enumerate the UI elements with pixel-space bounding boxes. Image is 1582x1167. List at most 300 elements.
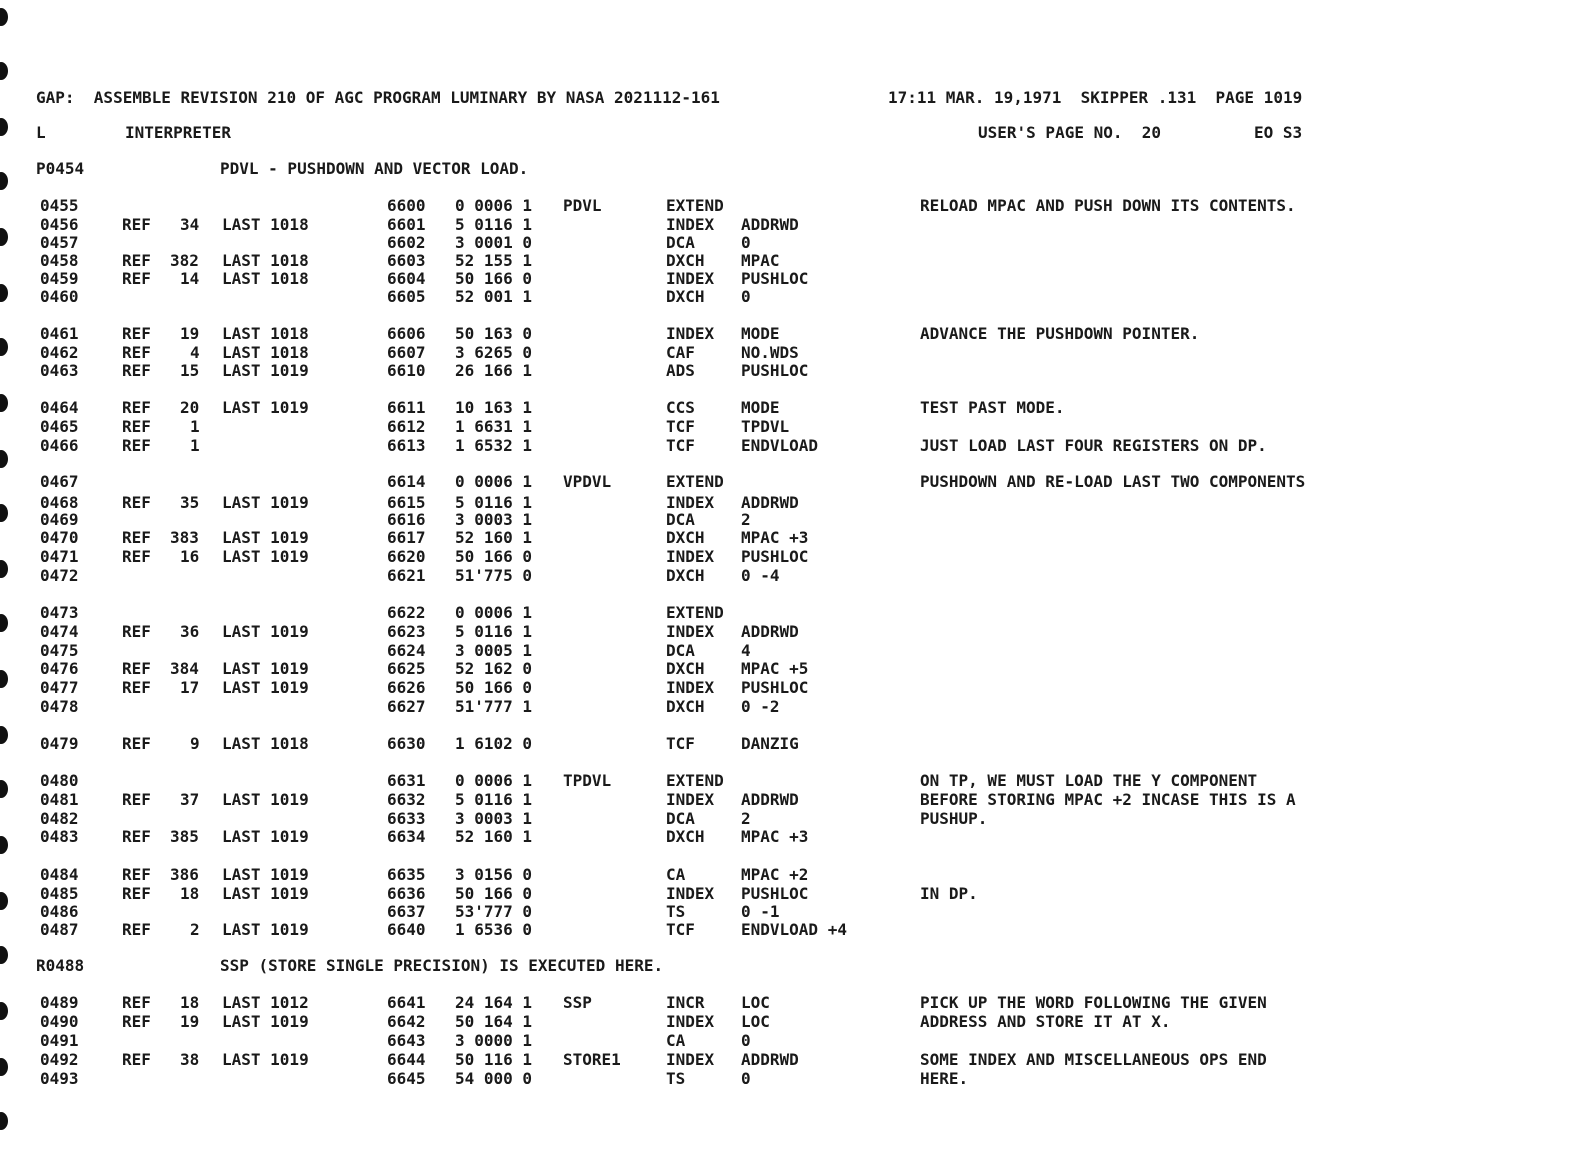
octal-code: 26 166 1 xyxy=(455,361,533,380)
ref-tag: REF xyxy=(122,324,151,343)
ref-tag: REF xyxy=(122,547,151,566)
ref-tag: REF xyxy=(122,865,151,884)
operand: 0 -4 xyxy=(741,566,780,585)
octal-code: 1 6102 0 xyxy=(455,734,533,753)
operand: PUSHLOC xyxy=(741,547,809,566)
ref-tag: REF xyxy=(122,659,151,678)
line-number: 0491 xyxy=(40,1031,79,1050)
operand: MODE xyxy=(741,324,780,343)
address: 6603 xyxy=(387,251,426,270)
octal-code: 50 163 0 xyxy=(455,324,533,343)
operand: ADDRWD xyxy=(741,622,799,641)
opcode: INCR xyxy=(666,993,705,1012)
line-number: 0471 xyxy=(40,547,79,566)
line-number: 0467 xyxy=(40,472,79,491)
octal-code: 53'777 0 xyxy=(455,902,533,921)
octal-code: 50 166 0 xyxy=(455,678,533,697)
punch-hole xyxy=(0,118,8,136)
line-number: 0457 xyxy=(40,233,79,252)
opcode: TCF xyxy=(666,734,695,753)
line-number: 0477 xyxy=(40,678,79,697)
address: 6632 xyxy=(387,790,426,809)
opcode: INDEX xyxy=(666,215,715,234)
operand: 0 -2 xyxy=(741,697,780,716)
octal-code: 0 0006 1 xyxy=(455,603,533,622)
octal-code: 3 0003 1 xyxy=(455,510,533,529)
line-number: 0490 xyxy=(40,1012,79,1031)
address: 6633 xyxy=(387,809,426,828)
operand: 0 -1 xyxy=(741,902,780,921)
octal-code: 52 160 1 xyxy=(455,827,533,846)
line-number: 0492 xyxy=(40,1050,79,1069)
line-number: 0455 xyxy=(40,196,79,215)
punch-hole xyxy=(0,62,8,80)
punch-hole xyxy=(0,450,8,468)
ref-tag: REF xyxy=(122,417,151,436)
operand: ADDRWD xyxy=(741,493,799,512)
operand: MPAC +3 xyxy=(741,528,809,547)
ref-tag: REF xyxy=(122,734,151,753)
octal-code: 3 0005 1 xyxy=(455,641,533,660)
last-ref: LAST 1019 xyxy=(222,493,309,512)
line-number: 0473 xyxy=(40,603,79,622)
operand: 4 xyxy=(741,641,751,660)
opcode: DCA xyxy=(666,641,695,660)
comment: PICK UP THE WORD FOLLOWING THE GIVEN xyxy=(920,993,1267,1012)
line-number: 0493 xyxy=(40,1069,79,1088)
opcode: CA xyxy=(666,1031,686,1050)
address: 6616 xyxy=(387,510,426,529)
punch-hole xyxy=(0,394,8,412)
ref-count: 17 xyxy=(180,678,200,697)
punch-hole xyxy=(0,284,8,302)
ref-tag: REF xyxy=(122,343,151,362)
ref-tag: REF xyxy=(122,215,151,234)
operand: PUSHLOC xyxy=(741,269,809,288)
octal-code: 52 001 1 xyxy=(455,287,533,306)
ref-tag: REF xyxy=(122,1050,151,1069)
last-ref: LAST 1019 xyxy=(222,1050,309,1069)
header-code: EO S3 xyxy=(1254,123,1303,142)
line-number: 0476 xyxy=(40,659,79,678)
ref-tag: REF xyxy=(122,493,151,512)
address: 6604 xyxy=(387,269,426,288)
address: 6626 xyxy=(387,678,426,697)
punch-hole xyxy=(0,726,8,744)
address: 6643 xyxy=(387,1031,426,1050)
last-ref: LAST 1018 xyxy=(222,324,309,343)
address: 6637 xyxy=(387,902,426,921)
operand: LOC xyxy=(741,993,770,1012)
address: 6642 xyxy=(387,1012,426,1031)
opcode: TCF xyxy=(666,417,695,436)
last-ref: LAST 1019 xyxy=(222,361,309,380)
octal-code: 54 000 0 xyxy=(455,1069,533,1088)
opcode: INDEX xyxy=(666,493,715,512)
address: 6617 xyxy=(387,528,426,547)
ref-count: 4 xyxy=(190,343,200,362)
punch-hole xyxy=(0,560,8,578)
opcode: TCF xyxy=(666,436,695,455)
address: 6605 xyxy=(387,287,426,306)
line-number: 0459 xyxy=(40,269,79,288)
address: 6640 xyxy=(387,920,426,939)
punch-hole xyxy=(0,172,8,190)
octal-code: 10 163 1 xyxy=(455,398,533,417)
octal-code: 52 160 1 xyxy=(455,528,533,547)
listing-type: L xyxy=(36,123,46,142)
ref-count: 19 xyxy=(180,1012,200,1031)
line-number: 0462 xyxy=(40,343,79,362)
address: 6634 xyxy=(387,827,426,846)
octal-code: 3 0001 0 xyxy=(455,233,533,252)
opcode: CCS xyxy=(666,398,695,417)
address: 6601 xyxy=(387,215,426,234)
opcode: INDEX xyxy=(666,269,715,288)
opcode: DXCH xyxy=(666,827,705,846)
comment: BEFORE STORING MPAC +2 INCASE THIS IS A xyxy=(920,790,1296,809)
line-number: 0463 xyxy=(40,361,79,380)
octal-code: 5 0116 1 xyxy=(455,215,533,234)
line-number: 0478 xyxy=(40,697,79,716)
comment: TEST PAST MODE. xyxy=(920,398,1065,417)
line-number: 0484 xyxy=(40,865,79,884)
last-ref: LAST 1019 xyxy=(222,790,309,809)
address: 6615 xyxy=(387,493,426,512)
ref-tag: REF xyxy=(122,884,151,903)
comment: IN DP. xyxy=(920,884,978,903)
address: 6645 xyxy=(387,1069,426,1088)
operand: 0 xyxy=(741,1031,751,1050)
ref-count: 15 xyxy=(180,361,200,380)
ref-count: 35 xyxy=(180,493,200,512)
octal-code: 51'777 1 xyxy=(455,697,533,716)
opcode: INDEX xyxy=(666,1012,715,1031)
octal-code: 51'775 0 xyxy=(455,566,533,585)
opcode: DCA xyxy=(666,233,695,252)
ref-tag: REF xyxy=(122,827,151,846)
ref-count: 37 xyxy=(180,790,200,809)
operand: PUSHLOC xyxy=(741,361,809,380)
address: 6625 xyxy=(387,659,426,678)
last-ref: LAST 1019 xyxy=(222,827,309,846)
punch-hole xyxy=(0,780,8,798)
operand: ADDRWD xyxy=(741,790,799,809)
line-number: 0486 xyxy=(40,902,79,921)
label: PDVL xyxy=(563,196,602,215)
opcode: EXTEND xyxy=(666,603,724,622)
opcode: DXCH xyxy=(666,697,705,716)
address: 6644 xyxy=(387,1050,426,1069)
address: 6614 xyxy=(387,472,426,491)
operand: DANZIG xyxy=(741,734,799,753)
ref-count: 20 xyxy=(180,398,200,417)
last-ref: LAST 1012 xyxy=(222,993,309,1012)
opcode: INDEX xyxy=(666,1050,715,1069)
ref-count: 18 xyxy=(180,884,200,903)
address: 6621 xyxy=(387,566,426,585)
line-number: 0482 xyxy=(40,809,79,828)
comment: ADVANCE THE PUSHDOWN POINTER. xyxy=(920,324,1200,343)
opcode: CA xyxy=(666,865,686,884)
section-heading: PDVL - PUSHDOWN AND VECTOR LOAD. xyxy=(220,159,529,178)
address: 6607 xyxy=(387,343,426,362)
operand: MODE xyxy=(741,398,780,417)
line-number: 0469 xyxy=(40,510,79,529)
comment: RELOAD MPAC AND PUSH DOWN ITS CONTENTS. xyxy=(920,196,1296,215)
last-ref: LAST 1019 xyxy=(222,678,309,697)
octal-code: 3 0000 1 xyxy=(455,1031,533,1050)
punch-hole xyxy=(0,670,8,688)
ref-count: 16 xyxy=(180,547,200,566)
opcode: INDEX xyxy=(666,547,715,566)
ref-count: 38 xyxy=(180,1050,200,1069)
ref-tag: REF xyxy=(122,436,151,455)
ref-count: 386 xyxy=(170,865,199,884)
address: 6600 xyxy=(387,196,426,215)
punch-hole xyxy=(0,1058,8,1076)
line-number: 0481 xyxy=(40,790,79,809)
punch-hole xyxy=(0,228,8,246)
operand: PUSHLOC xyxy=(741,884,809,903)
octal-code: 24 164 1 xyxy=(455,993,533,1012)
line-number: 0483 xyxy=(40,827,79,846)
ref-tag: REF xyxy=(122,269,151,288)
address: 6636 xyxy=(387,884,426,903)
octal-code: 5 0116 1 xyxy=(455,622,533,641)
octal-code: 5 0116 1 xyxy=(455,493,533,512)
opcode: DXCH xyxy=(666,528,705,547)
label: TPDVL xyxy=(563,771,612,790)
operand: ENDVLOAD xyxy=(741,436,819,455)
octal-code: 1 6631 1 xyxy=(455,417,533,436)
octal-code: 50 164 1 xyxy=(455,1012,533,1031)
ref-count: 19 xyxy=(180,324,200,343)
last-ref: LAST 1019 xyxy=(222,920,309,939)
comment: SOME INDEX AND MISCELLANEOUS OPS END xyxy=(920,1050,1267,1069)
line-number: 0475 xyxy=(40,641,79,660)
ref-count: 2 xyxy=(190,920,200,939)
punch-hole xyxy=(0,8,8,26)
comment: PUSHDOWN AND RE-LOAD LAST TWO COMPONENTS xyxy=(920,472,1306,491)
line-number: 0485 xyxy=(40,884,79,903)
octal-code: 1 6532 1 xyxy=(455,436,533,455)
punch-hole xyxy=(0,504,8,522)
ref-tag: REF xyxy=(122,398,151,417)
timestamp-page: 17:11 MAR. 19,1971 SKIPPER .131 PAGE 1019 xyxy=(888,88,1303,107)
label: VPDVL xyxy=(563,472,612,491)
line-number: 0461 xyxy=(40,324,79,343)
opcode: DXCH xyxy=(666,287,705,306)
last-ref: LAST 1018 xyxy=(222,343,309,362)
operand: ENDVLOAD +4 xyxy=(741,920,847,939)
line-number: 0458 xyxy=(40,251,79,270)
ref-tag: REF xyxy=(122,528,151,547)
address: 6606 xyxy=(387,324,426,343)
comment: ON TP, WE MUST LOAD THE Y COMPONENT xyxy=(920,771,1258,790)
opcode: DXCH xyxy=(666,566,705,585)
ref-tag: REF xyxy=(122,920,151,939)
operand: 0 xyxy=(741,1069,751,1088)
opcode: INDEX xyxy=(666,324,715,343)
last-ref: LAST 1019 xyxy=(222,659,309,678)
address: 6641 xyxy=(387,993,426,1012)
section-title: INTERPRETER xyxy=(125,123,231,142)
last-ref: LAST 1019 xyxy=(222,528,309,547)
punch-hole xyxy=(0,614,8,632)
opcode: TS xyxy=(666,1069,686,1088)
comment: ADDRESS AND STORE IT AT X. xyxy=(920,1012,1171,1031)
last-ref: LAST 1018 xyxy=(222,215,309,234)
line-number: 0474 xyxy=(40,622,79,641)
ref-count: 383 xyxy=(170,528,199,547)
line-number: 0470 xyxy=(40,528,79,547)
address: 6624 xyxy=(387,641,426,660)
label: STORE1 xyxy=(563,1050,621,1069)
ref-count: 34 xyxy=(180,215,200,234)
operand: PUSHLOC xyxy=(741,678,809,697)
operand: MPAC +2 xyxy=(741,865,809,884)
line-number: 0460 xyxy=(40,287,79,306)
ref-count: 384 xyxy=(170,659,199,678)
assembly-title: GAP: ASSEMBLE REVISION 210 OF AGC PROGRAM LUMINARY BY NASA 2021112-161 xyxy=(36,88,720,107)
address: 6631 xyxy=(387,771,426,790)
last-ref: LAST 1019 xyxy=(222,865,309,884)
line-number: 0480 xyxy=(40,771,79,790)
address: 6613 xyxy=(387,436,426,455)
ref-count: 385 xyxy=(170,827,199,846)
ref-count: 382 xyxy=(170,251,199,270)
users-page-no: USER'S PAGE NO. 20 xyxy=(978,123,1162,142)
ref-tag: REF xyxy=(122,251,151,270)
opcode: DXCH xyxy=(666,659,705,678)
opcode: INDEX xyxy=(666,790,715,809)
octal-code: 50 116 1 xyxy=(455,1050,533,1069)
octal-code: 50 166 0 xyxy=(455,269,533,288)
operand: LOC xyxy=(741,1012,770,1031)
last-ref: LAST 1019 xyxy=(222,622,309,641)
line-number: 0464 xyxy=(40,398,79,417)
address: 6612 xyxy=(387,417,426,436)
punch-hole xyxy=(0,892,8,910)
opcode: TCF xyxy=(666,920,695,939)
ref-count: 18 xyxy=(180,993,200,1012)
comment: HERE. xyxy=(920,1069,969,1088)
line-number: 0456 xyxy=(40,215,79,234)
punch-hole xyxy=(0,836,8,854)
octal-code: 50 166 0 xyxy=(455,547,533,566)
operand: MPAC +3 xyxy=(741,827,809,846)
ref-count: 1 xyxy=(190,417,200,436)
line-number: 0479 xyxy=(40,734,79,753)
address: 6611 xyxy=(387,398,426,417)
operand: MPAC xyxy=(741,251,780,270)
comment: JUST LOAD LAST FOUR REGISTERS ON DP. xyxy=(920,436,1267,455)
octal-code: 0 0006 1 xyxy=(455,771,533,790)
ref-count: 1 xyxy=(190,436,200,455)
opcode: INDEX xyxy=(666,884,715,903)
punch-hole xyxy=(0,1112,8,1130)
address: 6630 xyxy=(387,734,426,753)
operand: ADDRWD xyxy=(741,215,799,234)
section-heading: SSP (STORE SINGLE PRECISION) IS EXECUTED HERE. xyxy=(220,956,664,975)
line-number: P0454 xyxy=(36,159,85,178)
line-number: 0465 xyxy=(40,417,79,436)
ref-tag: REF xyxy=(122,1012,151,1031)
opcode: EXTEND xyxy=(666,196,724,215)
opcode: DXCH xyxy=(666,251,705,270)
octal-code: 1 6536 0 xyxy=(455,920,533,939)
line-number: 0472 xyxy=(40,566,79,585)
line-number: 0487 xyxy=(40,920,79,939)
opcode: CAF xyxy=(666,343,695,362)
operand: TPDVL xyxy=(741,417,790,436)
address: 6610 xyxy=(387,361,426,380)
operand: 2 xyxy=(741,809,751,828)
opcode: INDEX xyxy=(666,678,715,697)
octal-code: 3 6265 0 xyxy=(455,343,533,362)
octal-code: 0 0006 1 xyxy=(455,196,533,215)
opcode: ADS xyxy=(666,361,695,380)
ref-count: 14 xyxy=(180,269,200,288)
octal-code: 5 0116 1 xyxy=(455,790,533,809)
operand: 0 xyxy=(741,233,751,252)
punch-hole xyxy=(0,946,8,964)
punch-hole xyxy=(0,1002,8,1020)
line-number: 0489 xyxy=(40,993,79,1012)
operand: 0 xyxy=(741,287,751,306)
ref-tag: REF xyxy=(122,678,151,697)
opcode: EXTEND xyxy=(666,472,724,491)
octal-code: 52 162 0 xyxy=(455,659,533,678)
address: 6602 xyxy=(387,233,426,252)
opcode: INDEX xyxy=(666,622,715,641)
octal-code: 52 155 1 xyxy=(455,251,533,270)
opcode: DCA xyxy=(666,809,695,828)
opcode: DCA xyxy=(666,510,695,529)
operand: MPAC +5 xyxy=(741,659,809,678)
opcode: TS xyxy=(666,902,686,921)
line-number: 0468 xyxy=(40,493,79,512)
last-ref: LAST 1019 xyxy=(222,1012,309,1031)
last-ref: LAST 1018 xyxy=(222,269,309,288)
octal-code: 3 0156 0 xyxy=(455,865,533,884)
ref-tag: REF xyxy=(122,790,151,809)
operand: ADDRWD xyxy=(741,1050,799,1069)
line-number: 0466 xyxy=(40,436,79,455)
last-ref: LAST 1018 xyxy=(222,734,309,753)
octal-code: 50 166 0 xyxy=(455,884,533,903)
ref-tag: REF xyxy=(122,993,151,1012)
ref-count: 9 xyxy=(190,734,200,753)
operand: 2 xyxy=(741,510,751,529)
ref-count: 36 xyxy=(180,622,200,641)
address: 6623 xyxy=(387,622,426,641)
last-ref: LAST 1019 xyxy=(222,547,309,566)
line-number: R0488 xyxy=(36,956,85,975)
last-ref: LAST 1019 xyxy=(222,884,309,903)
operand: NO.WDS xyxy=(741,343,799,362)
last-ref: LAST 1019 xyxy=(222,398,309,417)
label: SSP xyxy=(563,993,592,1012)
octal-code: 3 0003 1 xyxy=(455,809,533,828)
address: 6635 xyxy=(387,865,426,884)
opcode: EXTEND xyxy=(666,771,724,790)
address: 6622 xyxy=(387,603,426,622)
punch-hole xyxy=(0,338,8,356)
ref-tag: REF xyxy=(122,622,151,641)
octal-code: 0 0006 1 xyxy=(455,472,533,491)
